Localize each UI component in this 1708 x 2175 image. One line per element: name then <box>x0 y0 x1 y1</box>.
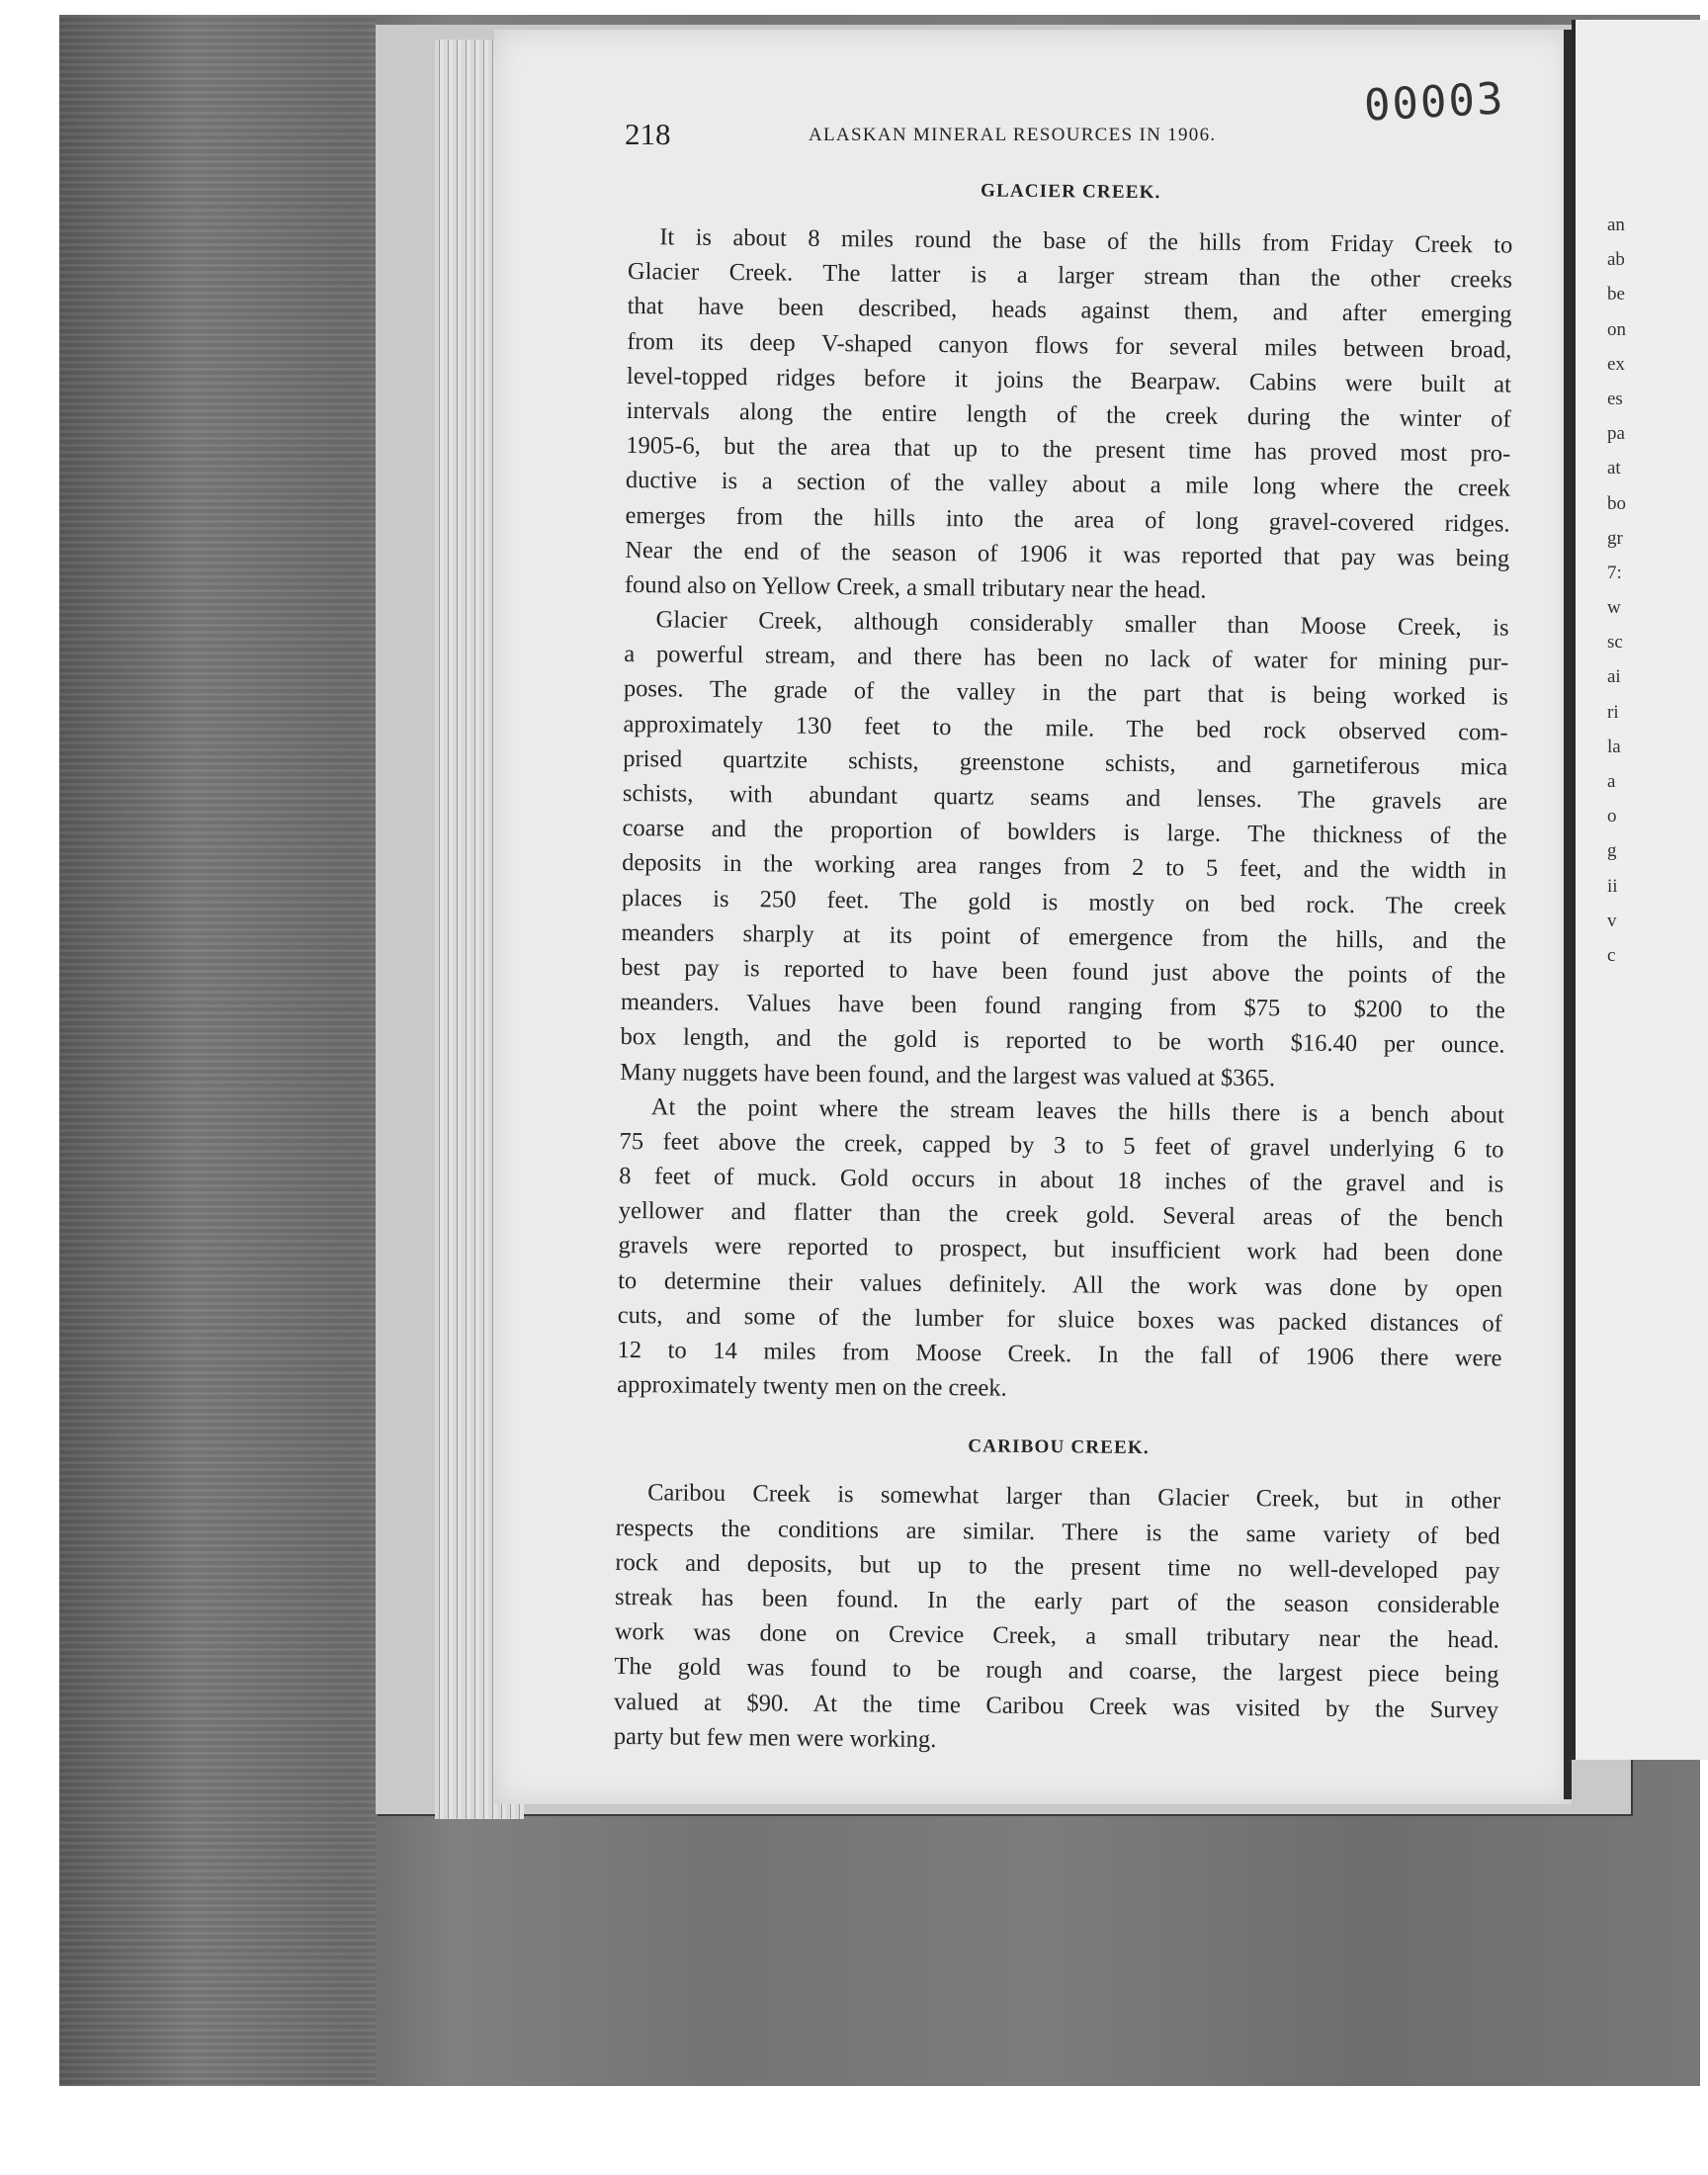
adjacent-page-fragment: la <box>1607 736 1621 757</box>
text-line: level-topped ridges before it joins the Bearpaw. Cabins were built at <box>626 362 1512 398</box>
adjacent-page-fragment: o <box>1607 806 1617 827</box>
text-line: rock and deposits, but up to the present time no well-developed pay <box>615 1548 1500 1585</box>
adjacent-page-fragment: at <box>1607 458 1621 479</box>
adjacent-page-fragment: pa <box>1607 423 1625 445</box>
text-line: respects the conditions are similar. There is the same variety of bed <box>615 1514 1500 1550</box>
text-line: 8 feet of muck. Gold occurs in about 18 inches of the gravel and is <box>619 1163 1504 1198</box>
adjacent-page-fragment: gr <box>1607 527 1623 549</box>
text-line: streak has been found. In the early part of the season considerable <box>614 1583 1500 1619</box>
adjacent-page <box>1572 20 1708 1760</box>
paragraph <box>617 1089 1504 1411</box>
text-line: box length, and the gold is reported to be worth $16.40 per ounce. <box>620 1023 1505 1059</box>
adjacent-page-fragment: 7: <box>1607 562 1622 583</box>
text-line: At the point where the stream leaves the hills there is a bench about <box>650 1092 1504 1129</box>
adjacent-page-fragment: g <box>1607 840 1617 862</box>
paragraph <box>614 1475 1501 1762</box>
adjacent-page-fragment: be <box>1607 284 1625 305</box>
page-number: 218 <box>625 117 671 151</box>
text-line: places is 250 feet. The gold is mostly on bed rock. The creek <box>621 884 1507 920</box>
adjacent-page-fragment: ab <box>1607 249 1625 271</box>
text-line: Glacier Creek. The latter is a larger stream than the other creeks <box>627 258 1513 294</box>
archive-stamp: 00003 <box>1362 73 1506 131</box>
text-line: yellower and flatter than the creek gold. Several areas of the bench <box>618 1197 1503 1233</box>
section-heading: CARIBOU CREEK. <box>968 1436 1150 1459</box>
adjacent-page-fragment: ri <box>1607 701 1619 723</box>
adjacent-page-fragment: sc <box>1607 632 1623 653</box>
text-line: meanders sharply at its point of emergence from the hills, and the <box>621 918 1506 955</box>
text-line: ductive is a section of the valley about a mile long where the creek <box>625 467 1511 502</box>
scanner-streaks <box>59 15 376 2086</box>
text-line: 75 feet above the creek, capped by 3 to 5 feet of gravel underlying 6 to <box>619 1127 1504 1164</box>
text-line: work was done on Crevice Creek, a small tributary near the head. <box>614 1618 1499 1654</box>
paragraph <box>620 602 1509 1097</box>
text-line: valued at $90. At the time Caribou Creek was visited by the Survey <box>613 1688 1499 1724</box>
paragraph <box>625 219 1513 611</box>
text-line: Caribou Creek is somewhat larger than Glacier Creek, but in other <box>647 1479 1501 1515</box>
adjacent-page-fragment: w <box>1607 597 1621 619</box>
text-line: from its deep V-shaped canyon flows for several miles between broad, <box>627 327 1512 364</box>
text-line: Many nuggets have been found, and the largest was valued at $365. <box>620 1058 1276 1091</box>
text-line: party but few men were working. <box>613 1722 937 1753</box>
text-line: prised quartzite schists, greenstone schists, and garnetiferous mica <box>623 744 1508 781</box>
text-line: Near the end of the season of 1906 it was reported that pay was being <box>625 536 1510 572</box>
text-line: coarse and the proportion of bowlders is large. The thickness of the <box>622 815 1507 850</box>
text-line: a powerful stream, and there has been no lack of water for mining pur- <box>624 641 1509 676</box>
text-line: gravels were reported to prospect, but insufficient work had been done <box>618 1232 1503 1267</box>
text-line: It is about 8 miles round the base of the hills from Friday Creek to <box>659 223 1513 259</box>
adjacent-page-fragment: bo <box>1607 492 1626 514</box>
text-line: intervals along the entire length of the creek during the winter of <box>626 396 1511 433</box>
adjacent-page-fragment: v <box>1607 910 1617 931</box>
text-line: Glacier Creek, although considerably smaller than Moose Creek, is <box>655 606 1509 642</box>
adjacent-page-fragment: a <box>1607 771 1616 792</box>
adjacent-page-fragment: on <box>1607 318 1626 340</box>
section-heading: GLACIER CREEK. <box>980 180 1161 204</box>
text-line: cuts, and some of the lumber for sluice boxes was packed distances of <box>617 1301 1502 1338</box>
adjacent-page-fragment: ai <box>1607 666 1621 688</box>
text-line: approximately twenty men on the creek. <box>617 1371 1007 1402</box>
text-line: meanders. Values have been found ranging from $75 to $200 to the <box>620 989 1505 1024</box>
text-line: that have been described, heads against them, and after emerging <box>627 293 1512 328</box>
adjacent-page-fragment: c <box>1607 944 1616 966</box>
adjacent-page-fragment: ii <box>1607 875 1618 897</box>
text-line: 1905-6, but the area that up to the present time has proved most pro- <box>626 432 1511 468</box>
text-line: schists, with abundant quartz seams and lenses. The gravels are <box>622 779 1508 816</box>
text-line: best pay is reported to have been found just above the points of the <box>621 953 1506 990</box>
adjacent-page-fragment: es <box>1607 388 1623 409</box>
adjacent-page-fragment: ex <box>1607 353 1625 375</box>
text-line: approximately 130 feet to the mile. The bed rock observed com- <box>623 710 1508 746</box>
adjacent-page-fragment: an <box>1607 215 1625 235</box>
text-line: to determine their values definitely. All the work was done by open <box>618 1266 1503 1303</box>
page-binding-edge <box>1564 30 1572 1799</box>
text-line: emerges from the hills into the area of long gravel-covered ridges. <box>625 501 1510 538</box>
text-line: found also on Yellow Creek, a small tributary near the head. <box>624 570 1207 604</box>
adjacent-page-fragments <box>1607 208 1626 973</box>
text-line: 12 to 14 miles from Moose Creek. In the fall of 1906 there were <box>617 1336 1502 1372</box>
running-title: ALASKAN MINERAL RESOURCES IN 1906. <box>809 125 1217 145</box>
body-text <box>614 168 1513 1762</box>
text-line: The gold was found to be rough and coarse, the largest piece being <box>614 1653 1499 1689</box>
text-line: deposits in the working area ranges from 2 to 5 feet, and the width in <box>622 849 1507 885</box>
text-line: poses. The grade of the valley in the part that is being worked is <box>623 675 1509 712</box>
